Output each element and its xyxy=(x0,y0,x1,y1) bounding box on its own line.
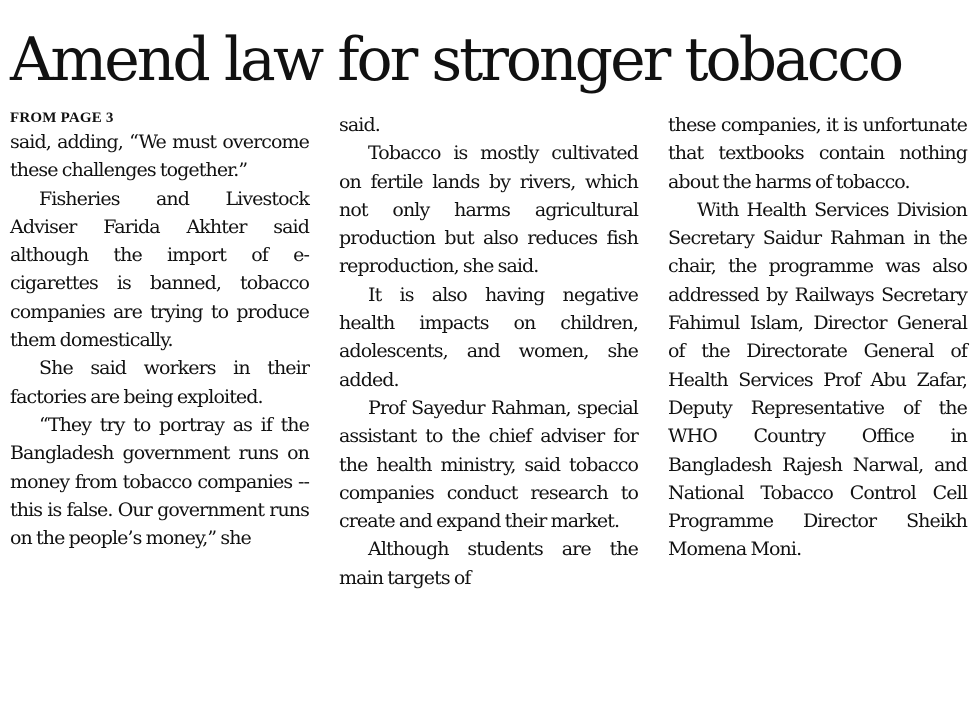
continuation-kicker: FROM PAGE 3 xyxy=(10,110,114,126)
paragraph: said. xyxy=(339,114,380,136)
paragraph: Although students are the main targets of xyxy=(339,538,638,589)
paragraph: Fisheries and Livestock Adviser Farida Akhter said although the import of e-cigarettes is banned, tobacco companies are trying to produce them domestically. xyxy=(10,187,309,352)
paragraph: She said workers in their factories are being exploited. xyxy=(10,357,309,408)
headline: Amend law for stronger tobacco xyxy=(10,25,902,95)
paragraph: these companies, it is unfortunate that textbooks contain nothing about the harms of tobacco. xyxy=(668,114,967,193)
paragraph: Tobacco is mostly cultivated on fertile lands by rivers, which not only harms agricultural production but also reduces fish reproduction, she said. xyxy=(339,142,638,278)
paragraph: “They try to portray as if the Bangladesh government runs on money from tobacco companies -- this is false. Our government runs on the people’s money,” she xyxy=(10,413,309,550)
paragraph: Prof Sayedur Rahman, special assistant to the chief adviser for the health ministry, said tobacco companies conduct research to create and expand their market. xyxy=(339,396,638,533)
paragraph: With Health Services Division Secretary Saidur Rahman in the chair, the programme was also addressed by Railways Secretary Fahimul Islam, Director General of the Directorate General of Health Services Prof Abu Zafar, Deputy Representative of the WHO Country Office in Bangladesh Rajesh Narwal, and National Tobacco Control Cell Programme Director Sheikh Momena Moni. xyxy=(668,198,967,561)
paragraph: It is also having negative health impacts on children, adolescents, and women, she added. xyxy=(339,283,638,391)
article-column-2 xyxy=(339,108,638,592)
paragraph: said, adding, “We must overcome these challenges together.” xyxy=(10,131,309,182)
article-column-3 xyxy=(668,108,967,564)
article-column-1 xyxy=(10,108,309,552)
